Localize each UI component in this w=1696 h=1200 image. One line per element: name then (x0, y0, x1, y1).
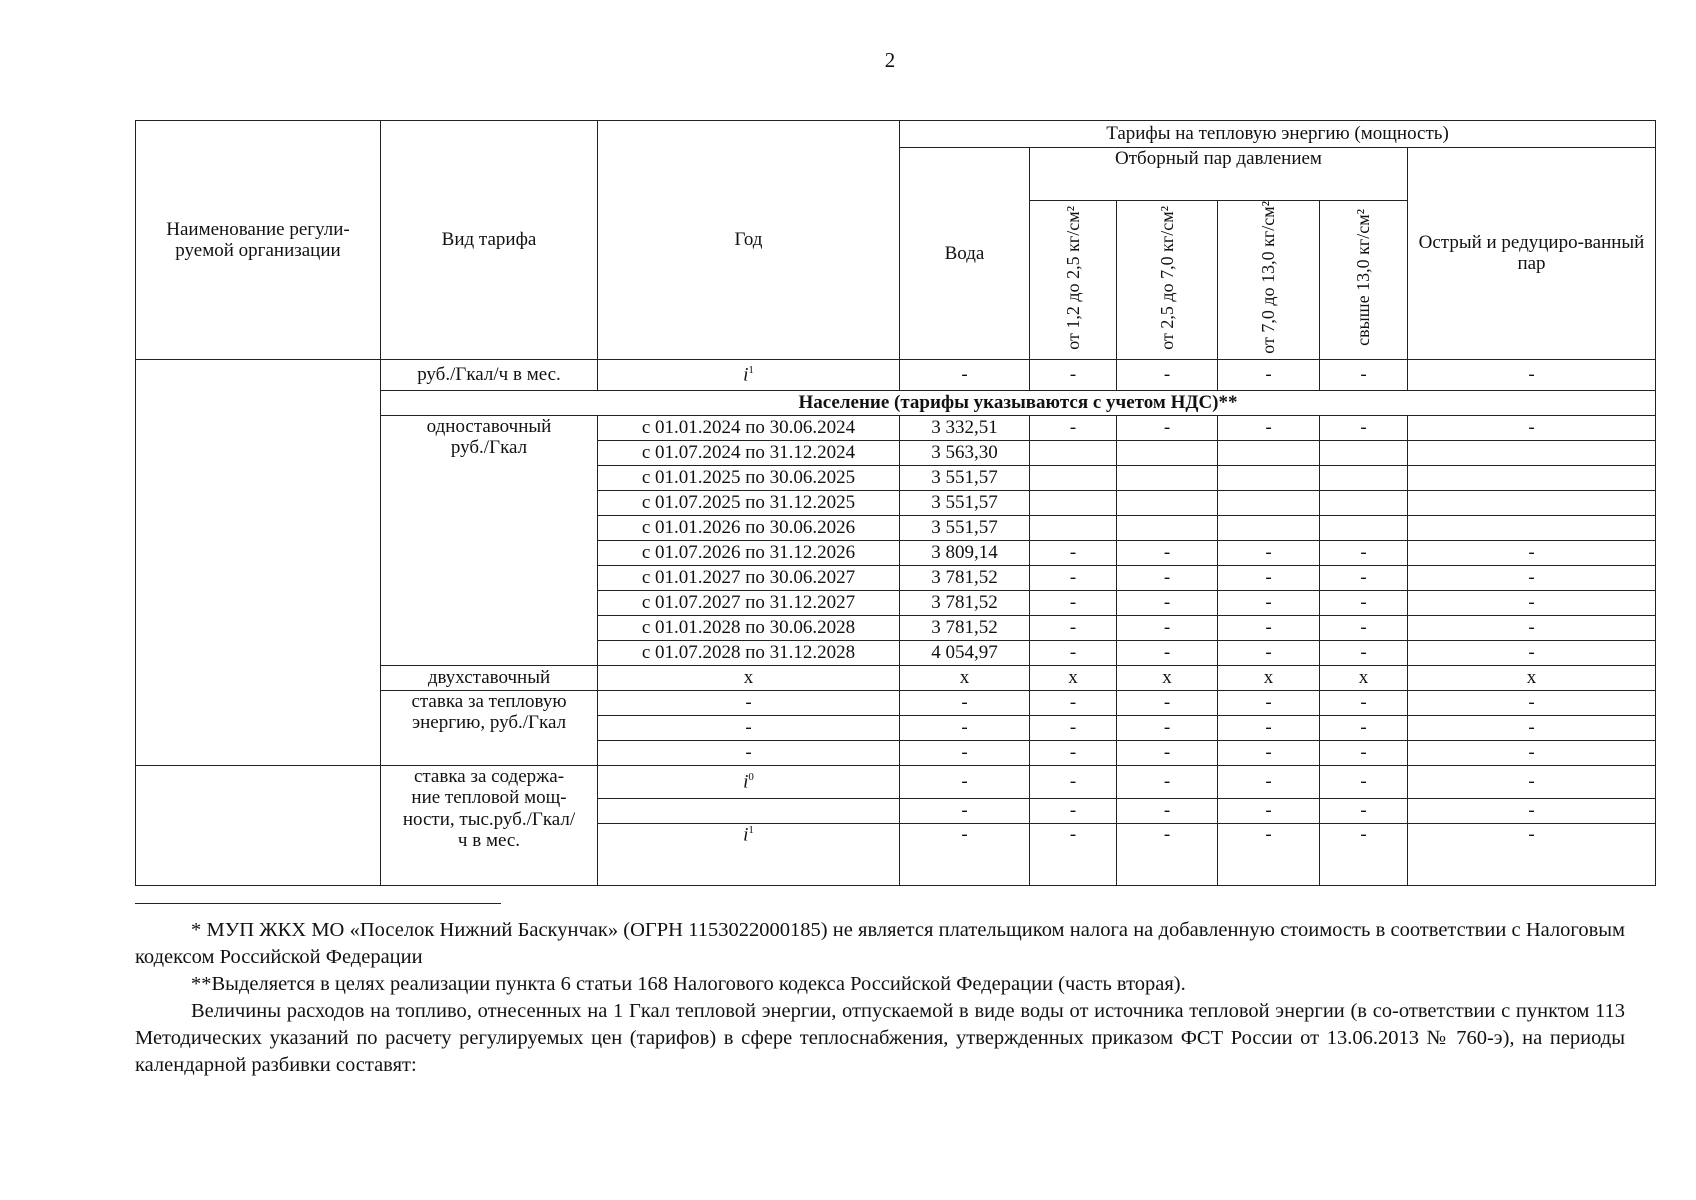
org-name-cell (136, 359, 381, 765)
page-number: 2 (884, 48, 896, 72)
table-cell: - (1117, 590, 1218, 615)
table-cell: - (900, 823, 1030, 885)
period-cell: с 01.01.2028 по 30.06.2028 (598, 615, 900, 640)
table-cell: - (1030, 740, 1117, 765)
table-cell: - (1320, 590, 1408, 615)
table-cell: x (1408, 665, 1656, 690)
table-cell: - (900, 765, 1030, 798)
table-cell (1408, 515, 1656, 540)
capacity-year: $i^1$ (598, 823, 900, 885)
table-cell (1218, 465, 1320, 490)
table-cell: - (1030, 590, 1117, 615)
top-row-year: $i^1$ (598, 359, 900, 390)
capacity-year (598, 798, 900, 823)
table-cell: - (1320, 823, 1408, 885)
table-cell: - (1320, 740, 1408, 765)
table-cell: - (1320, 415, 1408, 440)
table-cell: - (1320, 715, 1408, 740)
table-cell (1320, 465, 1408, 490)
table-cell: - (1218, 690, 1320, 715)
header-tariffs-title: Тарифы на тепловую энергию (мощность) (900, 121, 1656, 148)
table-cell: - (1408, 540, 1656, 565)
table-cell (1030, 515, 1117, 540)
table-cell (1408, 465, 1656, 490)
table-cell: - (1117, 690, 1218, 715)
table-cell: x (1117, 665, 1218, 690)
water-cell: 4 054,97 (900, 640, 1030, 665)
table-cell: - (1320, 615, 1408, 640)
table-cell: - (1030, 765, 1117, 798)
table-cell: - (900, 740, 1030, 765)
table-cell: - (1408, 690, 1656, 715)
period-cell: с 01.07.2027 по 31.12.2027 (598, 590, 900, 615)
table-cell: - (1030, 640, 1117, 665)
table-cell: - (1218, 540, 1320, 565)
header-pressure-2: от 2,5 до 7,0 кг/см² (1117, 201, 1218, 360)
table-cell: - (1030, 690, 1117, 715)
table-cell: - (900, 690, 1030, 715)
period-cell: с 01.07.2026 по 31.12.2026 (598, 540, 900, 565)
table-cell: - (1117, 359, 1218, 390)
table-cell (1320, 515, 1408, 540)
table-cell: - (1408, 715, 1656, 740)
table-cell: - (1030, 415, 1117, 440)
table-cell (1030, 490, 1117, 515)
table-cell (1320, 490, 1408, 515)
header-year: Год (598, 121, 900, 360)
footnote-1: * МУП ЖКХ МО «Поселок Нижний Баскунчак» (ОГРН 1153022000185) не является плательщиком налога на добавленную стоимость в соответствии с Налоговым кодексом Российской Федерации (135, 919, 1625, 968)
table-cell: - (1117, 740, 1218, 765)
header-selected-steam: Отборный пар давлением (1030, 148, 1408, 201)
table-cell: x (900, 665, 1030, 690)
table-cell: - (1320, 359, 1408, 390)
table-cell: - (1117, 823, 1218, 885)
period-cell: с 01.07.2025 по 31.12.2025 (598, 490, 900, 515)
period-cell: с 01.01.2027 по 30.06.2027 (598, 565, 900, 590)
table-cell: - (1218, 590, 1320, 615)
table-cell: - (1320, 765, 1408, 798)
section-title: Население (тарифы указываются с учетом НДС)** (381, 390, 1656, 415)
header-sharp-steam: Острый и редуциро-ванный пар (1408, 148, 1656, 360)
header-water: Вода (900, 148, 1030, 360)
water-cell: 3 781,52 (900, 565, 1030, 590)
table-cell (1320, 440, 1408, 465)
heat-rate-label: ставка за тепловую энергию, руб./Гкал (381, 690, 598, 765)
table-cell: - (1030, 798, 1117, 823)
org-name-cell-lower (136, 765, 381, 885)
table-cell (1117, 440, 1218, 465)
table-cell: - (1117, 765, 1218, 798)
table-cell: - (1218, 640, 1320, 665)
table-cell: - (1218, 715, 1320, 740)
table-cell: - (1117, 565, 1218, 590)
water-cell: 3 551,57 (900, 490, 1030, 515)
table-cell: - (1218, 823, 1320, 885)
table-cell: - (1030, 359, 1117, 390)
table-cell: - (1117, 798, 1218, 823)
table-cell: - (1320, 640, 1408, 665)
single-rate-label: одноставочный руб./Гкал (381, 415, 598, 665)
table-cell: - (1218, 565, 1320, 590)
table-cell (1218, 440, 1320, 465)
period-cell: с 01.01.2025 по 30.06.2025 (598, 465, 900, 490)
header-pressure-1: от 1,2 до 2,5 кг/см² (1030, 201, 1117, 360)
table-cell: - (1408, 565, 1656, 590)
table-cell: - (1218, 798, 1320, 823)
water-cell: 3 551,57 (900, 515, 1030, 540)
footnote-3: Величины расходов на топливо, отнесенных на 1 Гкал тепловой энергии, отпускаемой в виде воды от источника тепловой энергии (в со-ответствии с пунктом 113 Методических указаний по расчету регулируемых цен (тарифов) в сфере теплоснабжения, утвержденных приказом ФСТ России от 13.06.2013 № 760-э), на периоды календарной разбивки составят: (135, 1000, 1625, 1076)
footnotes (135, 905, 1625, 1079)
table-cell (1218, 490, 1320, 515)
water-cell: 3 781,52 (900, 615, 1030, 640)
table-cell: - (1320, 690, 1408, 715)
table-cell: - (1117, 640, 1218, 665)
table-cell: x (1320, 665, 1408, 690)
period-cell: с 01.01.2026 по 30.06.2026 (598, 515, 900, 540)
water-cell: 3 781,52 (900, 590, 1030, 615)
header-pressure-4: свыше 13,0 кг/см² (1320, 201, 1408, 360)
top-row-label: руб./Гкал/ч в мес. (381, 359, 598, 390)
table-cell (1408, 440, 1656, 465)
table-cell (1117, 465, 1218, 490)
table-cell: - (1408, 359, 1656, 390)
tariff-table (135, 120, 1656, 886)
table-cell: - (1030, 615, 1117, 640)
table-cell: - (1408, 823, 1656, 885)
table-cell: - (1320, 798, 1408, 823)
period-cell: с 01.01.2024 по 30.06.2024 (598, 415, 900, 440)
table-cell (1030, 440, 1117, 465)
table-cell: x (1030, 665, 1117, 690)
water-cell: 3 551,57 (900, 465, 1030, 490)
table-cell: - (900, 798, 1030, 823)
table-cell (1117, 515, 1218, 540)
table-cell: - (1117, 540, 1218, 565)
table-cell: - (1117, 715, 1218, 740)
table-cell: - (1117, 615, 1218, 640)
table-cell: - (1117, 415, 1218, 440)
table-cell: - (1030, 565, 1117, 590)
table-cell: - (1408, 765, 1656, 798)
table-cell: - (598, 690, 900, 715)
table-cell: - (1218, 765, 1320, 798)
table-cell: - (1218, 740, 1320, 765)
period-cell: с 01.07.2024 по 31.12.2024 (598, 440, 900, 465)
footnote-divider (135, 903, 501, 904)
period-cell: с 01.07.2028 по 31.12.2028 (598, 640, 900, 665)
table-cell: - (598, 715, 900, 740)
table-cell: - (1320, 540, 1408, 565)
table-cell: - (1030, 540, 1117, 565)
table-cell: - (1408, 415, 1656, 440)
two-rate-label: двухставочный (381, 665, 598, 690)
header-pressure-3: от 7,0 до 13,0 кг/см² (1218, 201, 1320, 360)
header-tariff-type: Вид тарифа (381, 121, 598, 360)
table-cell: - (1030, 823, 1117, 885)
table-cell (1117, 490, 1218, 515)
table-cell (1030, 465, 1117, 490)
table-cell: - (1408, 590, 1656, 615)
table-cell: - (1408, 640, 1656, 665)
footnote-2: **Выделяется в целях реализации пункта 6 статьи 168 Налогового кодекса Российской Федерации (часть вторая). (191, 973, 1186, 995)
table-cell (1218, 515, 1320, 540)
header-org-name: Наименование регули-руемой организации (136, 121, 381, 360)
table-cell: - (1030, 715, 1117, 740)
table-cell: - (1320, 565, 1408, 590)
table-cell: x (1218, 665, 1320, 690)
table-cell: - (1218, 359, 1320, 390)
table-cell: - (1408, 615, 1656, 640)
table-cell: - (900, 359, 1030, 390)
water-cell: 3 809,14 (900, 540, 1030, 565)
table-cell: - (598, 740, 900, 765)
table-cell: - (1408, 798, 1656, 823)
table-cell: - (1218, 615, 1320, 640)
table-cell: - (900, 715, 1030, 740)
table-cell: - (1218, 415, 1320, 440)
capacity-year: $i^0$ (598, 765, 900, 798)
capacity-rate-label: ставка за содержа-ние тепловой мощ-ности, тыс.руб./Гкал/ч в мес. (381, 765, 598, 885)
table-cell: - (1408, 740, 1656, 765)
water-cell: 3 563,30 (900, 440, 1030, 465)
table-cell: x (598, 665, 900, 690)
table-cell (1408, 490, 1656, 515)
water-cell: 3 332,51 (900, 415, 1030, 440)
